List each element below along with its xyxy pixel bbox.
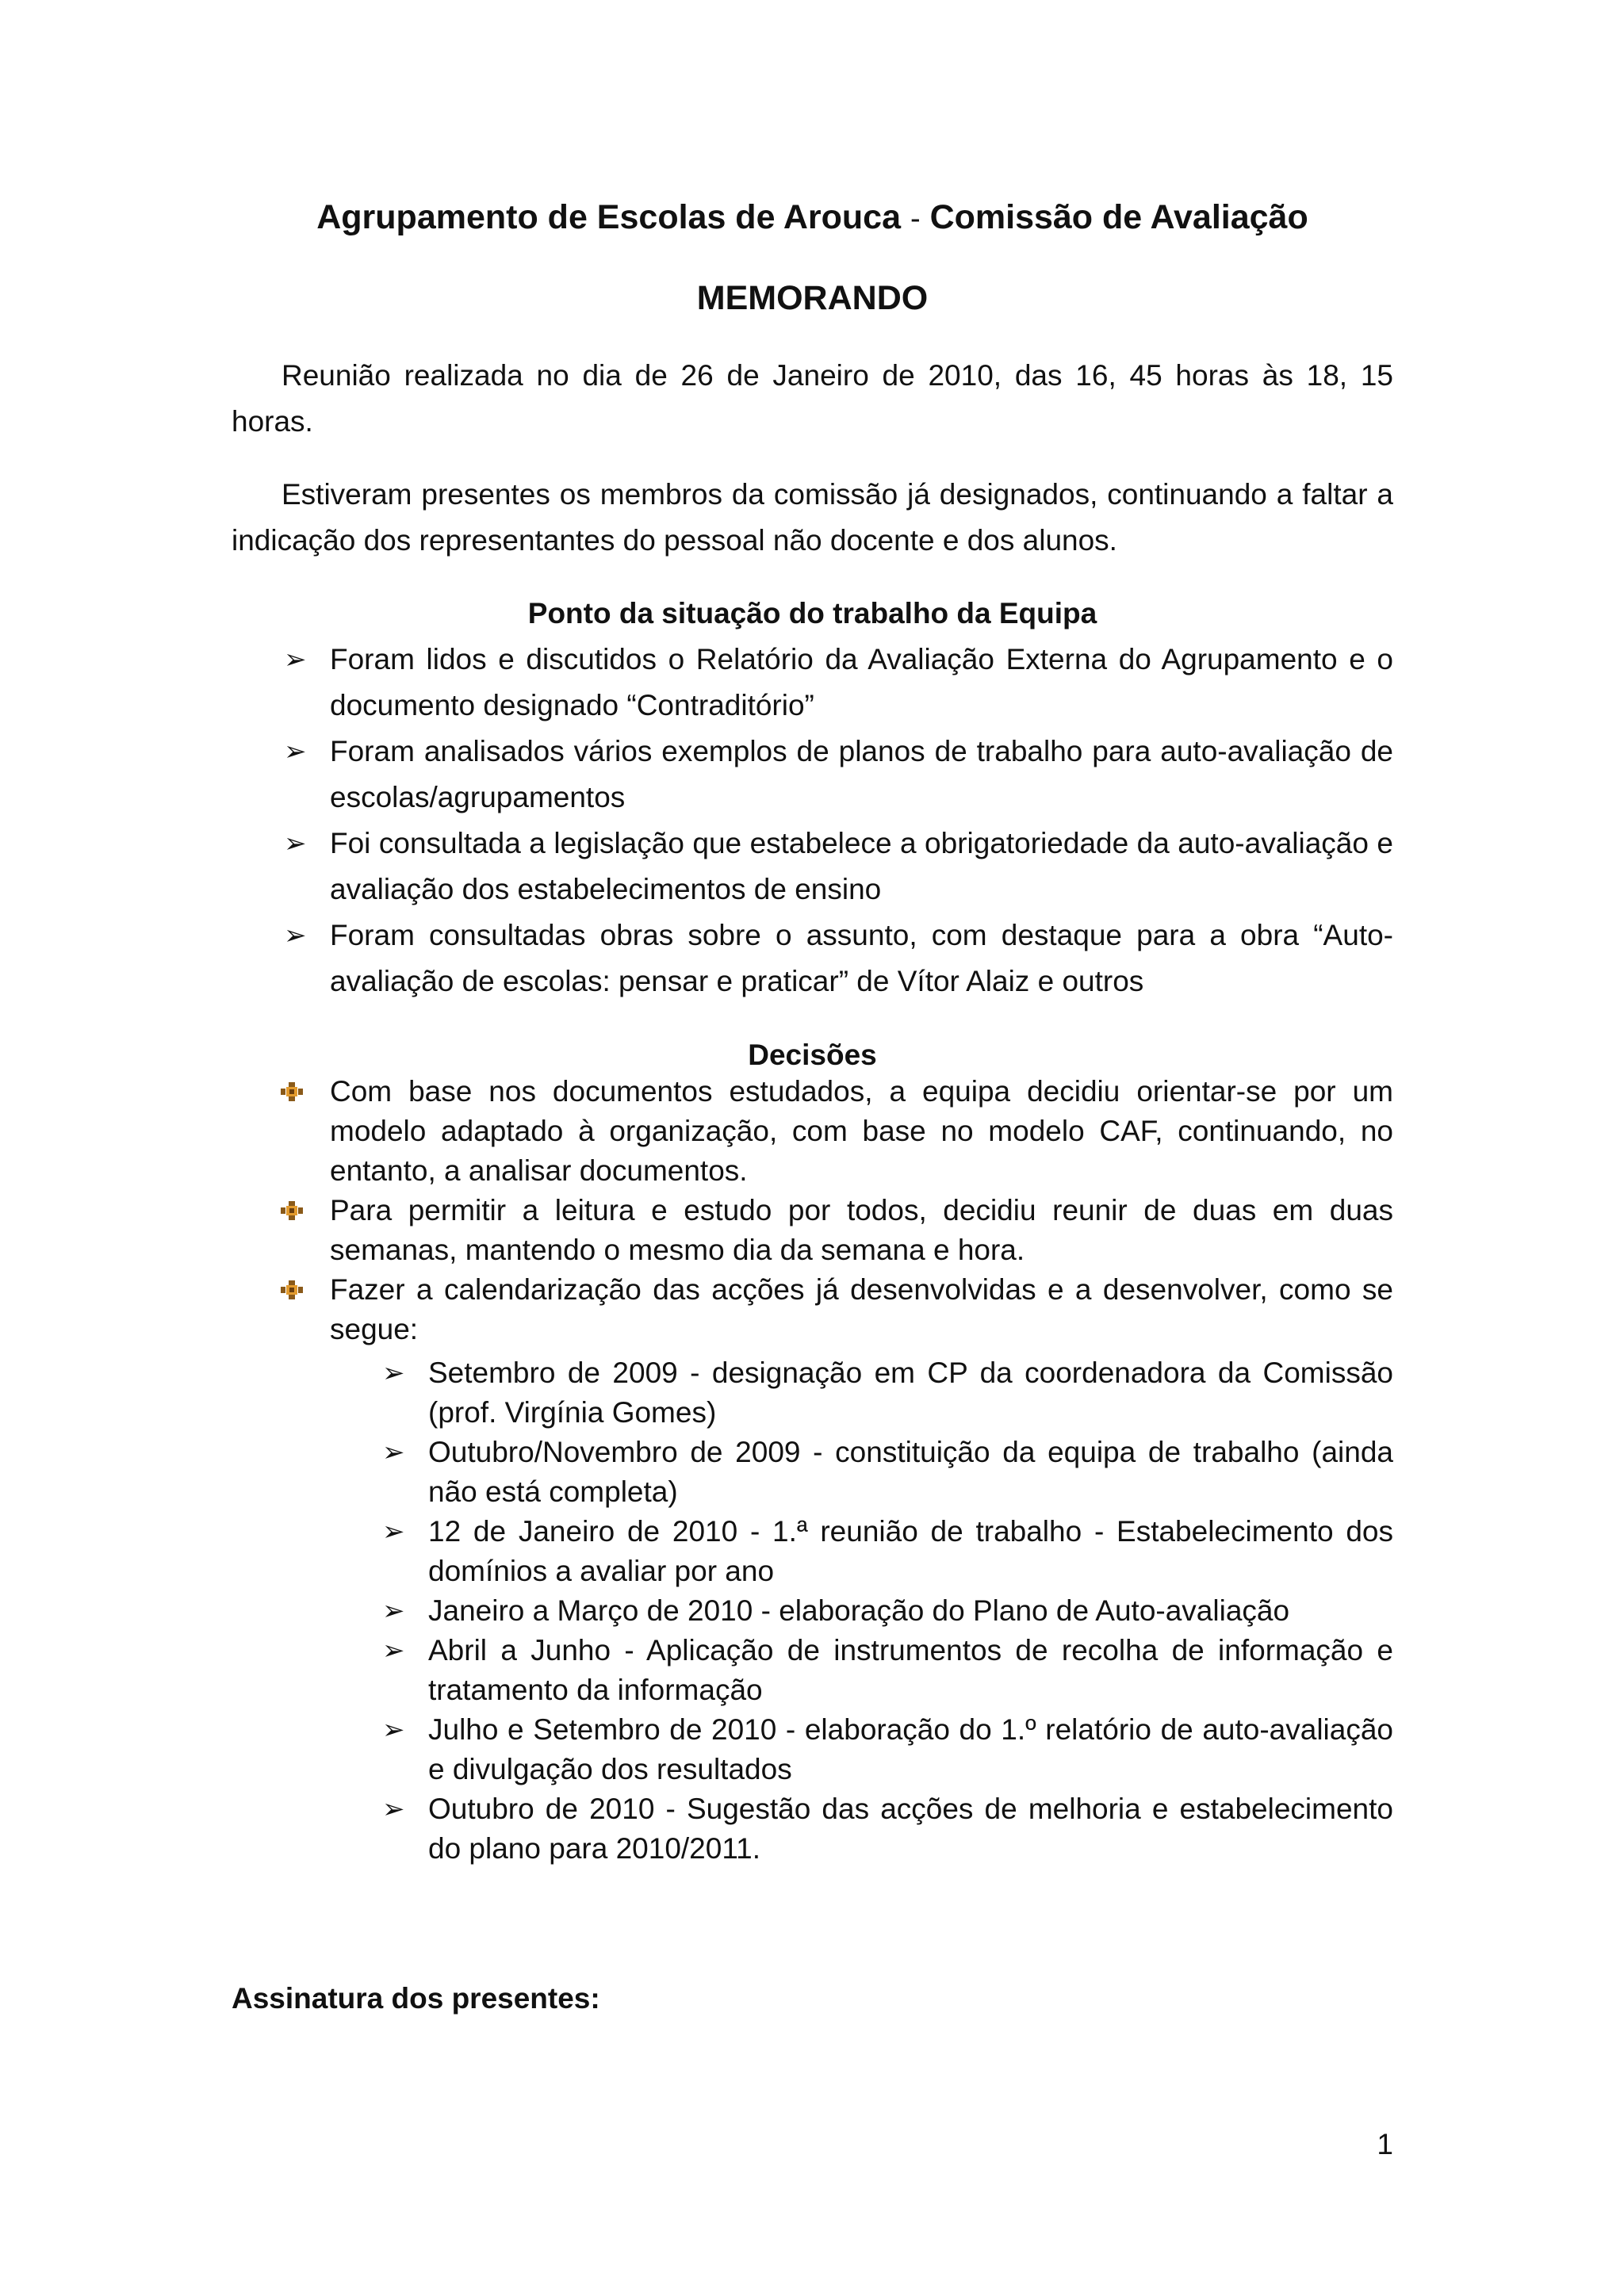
title-main: Agrupamento de Escolas de Arouca [316, 198, 901, 236]
list-item: ➢ Julho e Setembro de 2010 - elaboração do 1.º relatório de auto-avaliação e divulgação dos resultados [232, 1710, 1393, 1789]
list-item: Com base nos documentos estudados, a equipa decidiu orientar-se por um modelo adaptado à organização, com base no modelo CAF, continuando, no entanto, a analisar documentos. [232, 1072, 1393, 1191]
arrow-bullet-icon: ➢ [382, 1437, 405, 1468]
arrow-bullet-icon: ➢ [382, 1517, 405, 1547]
status-list [232, 637, 1393, 1004]
list-item: ➢ 12 de Janeiro de 2010 - 1.ª reunião de trabalho - Estabelecimento dos domínios a avaliar por ano [232, 1512, 1393, 1591]
document-title [232, 193, 1393, 243]
intro-paragraph-2 [232, 472, 1393, 564]
square-bullet-icon [281, 1082, 303, 1101]
list-item: ➢ Foram lidos e discutidos o Relatório da Avaliação Externa do Agrupamento e o documento designado “Contraditório” [232, 637, 1393, 729]
list-item: ➢ Janeiro a Março de 2010 - elaboração do Plano de Auto-avaliação [232, 1591, 1393, 1631]
title-sub: Comissão de Avaliação [929, 198, 1308, 236]
square-bullet-icon [281, 1201, 303, 1220]
arrow-bullet-icon: ➢ [382, 1715, 405, 1745]
intro-text-1: Reunião realizada no dia de 26 de Janeiro de 2010, das 16, 45 horas às 18, 15 horas. [232, 359, 1393, 438]
arrow-bullet-icon: ➢ [284, 645, 307, 675]
list-item: Para permitir a leitura e estudo por todos, decidiu reunir de duas em duas semanas, mantendo o mesmo dia da semana e hora. [232, 1191, 1393, 1270]
intro-text-2: Estiveram presentes os membros da comissão já designados, continuando a faltar a indicação dos representantes do pessoal não docente e dos alunos. [232, 478, 1393, 557]
list-item: ➢ Outubro de 2010 - Sugestão das acções de melhoria e estabelecimento do plano para 2010/2011. [232, 1789, 1393, 1869]
list-item: ➢ Foi consultada a legislação que estabelece a obrigatoriedade da auto-avaliação e avaliação dos estabelecimentos de ensino [232, 821, 1393, 913]
arrow-bullet-icon: ➢ [284, 828, 307, 859]
page-number: 1 [1377, 2128, 1393, 2160]
section-title-decisions: Decisões [748, 1039, 877, 1071]
list-item: ➢ Foram analisados vários exemplos de planos de trabalho para auto-avaliação de escolas/agrupamentos [232, 729, 1393, 821]
list-item: ➢ Abril a Junho - Aplicação de instrumentos de recolha de informação e tratamento da informação [232, 1631, 1393, 1710]
list-item: ➢ Setembro de 2009 - designação em CP da coordenadora da Comissão (prof. Virgínia Gomes) [232, 1353, 1393, 1433]
arrow-bullet-icon: ➢ [382, 1358, 405, 1388]
arrow-bullet-icon: ➢ [382, 1596, 405, 1626]
list-item: ➢ Outubro/Novembro de 2009 - constituição da equipa de trabalho (ainda não está completa) [232, 1433, 1393, 1512]
square-bullet-icon [281, 1280, 303, 1299]
intro-paragraph-1 [232, 353, 1393, 445]
list-item: Fazer a calendarização das acções já desenvolvidas e a desenvolver, como se segue: [232, 1270, 1393, 1349]
memo-heading: MEMORANDO [696, 279, 929, 317]
signature-label: Assinatura dos presentes: [232, 1982, 600, 2015]
decisions-list [232, 1072, 1393, 1349]
schedule-list [232, 1353, 1393, 1869]
arrow-bullet-icon: ➢ [284, 920, 307, 951]
arrow-bullet-icon: ➢ [382, 1636, 405, 1666]
arrow-bullet-icon: ➢ [284, 737, 307, 767]
title-separator: - [910, 202, 921, 235]
section-title-status: Ponto da situação do trabalho da Equipa [527, 597, 1097, 629]
arrow-bullet-icon: ➢ [382, 1794, 405, 1824]
list-item: ➢ Foram consultadas obras sobre o assunto, com destaque para a obra “Auto-avaliação de escolas: pensar e praticar” de Vítor Alaiz e outros [232, 913, 1393, 1004]
